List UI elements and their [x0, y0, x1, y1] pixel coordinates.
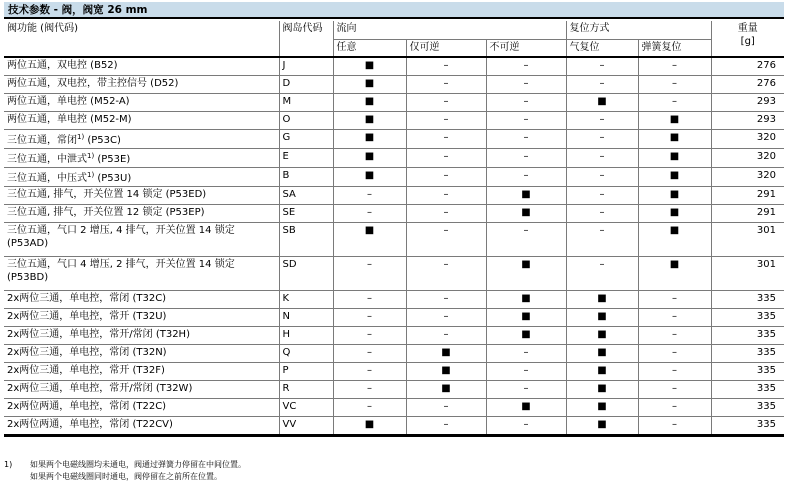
- cell-any: –: [333, 309, 406, 327]
- cell-reversible: –: [406, 187, 486, 205]
- table-row: [4, 168, 784, 187]
- weight-value: 335: [711, 363, 784, 381]
- cell-spring-reset: ■: [638, 149, 711, 168]
- cell-spring-reset: ■: [638, 112, 711, 130]
- header-any: 任意: [333, 40, 406, 58]
- table-row: [4, 94, 784, 112]
- cell-air-reset: ■: [566, 381, 638, 399]
- weight-value: 335: [711, 309, 784, 327]
- cell-spring-reset: –: [638, 57, 711, 76]
- cell-any: –: [333, 291, 406, 309]
- cell-any: –: [333, 363, 406, 381]
- weight-value: 301: [711, 257, 784, 291]
- header-weight: [711, 21, 784, 57]
- weight-value: 291: [711, 187, 784, 205]
- table-row: [4, 327, 784, 345]
- valve-function-text: 2x两位三通，单电控，常开/常闭 (T32H): [7, 329, 190, 340]
- weight-value: 335: [711, 345, 784, 363]
- header-spring-reset: 弹簧复位: [638, 40, 711, 58]
- valve-island-code: R: [279, 381, 333, 399]
- cell-any: –: [333, 327, 406, 345]
- valve-function-cell: [4, 417, 279, 436]
- cell-air-reset: –: [566, 168, 638, 187]
- header-weight-label: 重量: [737, 23, 758, 34]
- valve-code-suffix: (P53E): [94, 154, 131, 165]
- valve-function-cell: [4, 112, 279, 130]
- valve-function-cell: [4, 223, 279, 257]
- valve-function-cell: [4, 57, 279, 76]
- valve-island-code: Q: [279, 345, 333, 363]
- valve-island-code: SA: [279, 187, 333, 205]
- footnote-line-1: [4, 459, 784, 471]
- table-row: [4, 130, 784, 149]
- cell-reversible: ■: [406, 345, 486, 363]
- cell-any: ■: [333, 57, 406, 76]
- footnote-text-2: 如果两个电磁线圈同时通电，阀停留在之前所在位置。: [30, 472, 222, 481]
- cell-reversible: –: [406, 309, 486, 327]
- cell-nonreversible: –: [486, 363, 566, 381]
- valve-function-cell: [4, 381, 279, 399]
- valve-function-cell: [4, 327, 279, 345]
- weight-value: 291: [711, 205, 784, 223]
- valve-function-cell: [4, 345, 279, 363]
- valve-function-text: 三位五通，气口 2 增压, 4 排气，开关位置 14 锁定 (P53AD): [7, 225, 235, 249]
- cell-nonreversible: –: [486, 112, 566, 130]
- cell-nonreversible: –: [486, 130, 566, 149]
- cell-air-reset: –: [566, 187, 638, 205]
- valve-island-code: M: [279, 94, 333, 112]
- footnote-mark: 1): [4, 460, 13, 469]
- valve-function-cell: [4, 363, 279, 381]
- weight-value: 301: [711, 223, 784, 257]
- table-row: [4, 223, 784, 257]
- cell-spring-reset: –: [638, 327, 711, 345]
- cell-any: ■: [333, 168, 406, 187]
- cell-reversible: –: [406, 417, 486, 436]
- valve-function-text: 2x两位三通，单电控，常闭 (T32N): [7, 347, 167, 358]
- valve-spec-table: [4, 21, 784, 437]
- valve-function-text: 2x两位三通，单电控，常开/常闭 (T32W): [7, 383, 193, 394]
- weight-value: 276: [711, 57, 784, 76]
- cell-nonreversible: ■: [486, 291, 566, 309]
- cell-any: –: [333, 399, 406, 417]
- footnote-reference: 1): [87, 171, 95, 179]
- cell-any: –: [333, 345, 406, 363]
- weight-value: 335: [711, 327, 784, 345]
- cell-air-reset: –: [566, 257, 638, 291]
- cell-any: ■: [333, 94, 406, 112]
- cell-reversible: –: [406, 168, 486, 187]
- valve-function-text: 三位五通, 排气，开关位置 14 锁定 (P53ED): [7, 189, 207, 200]
- cell-any: –: [333, 205, 406, 223]
- cell-nonreversible: ■: [486, 399, 566, 417]
- cell-nonreversible: –: [486, 76, 566, 94]
- cell-nonreversible: –: [486, 417, 566, 436]
- valve-function-text: 三位五通，常闭: [7, 135, 77, 146]
- cell-air-reset: ■: [566, 309, 638, 327]
- cell-spring-reset: –: [638, 417, 711, 436]
- valve-function-text: 三位五通，中泄式: [7, 154, 87, 165]
- valve-function-text: 三位五通，气口 4 增压, 2 排气，开关位置 14 锁定 (P53BD): [7, 259, 235, 283]
- valve-island-code: H: [279, 327, 333, 345]
- cell-nonreversible: –: [486, 168, 566, 187]
- cell-spring-reset: ■: [638, 223, 711, 257]
- cell-reversible: ■: [406, 381, 486, 399]
- valve-function-cell: [4, 309, 279, 327]
- cell-nonreversible: –: [486, 57, 566, 76]
- cell-reversible: –: [406, 149, 486, 168]
- cell-nonreversible: –: [486, 94, 566, 112]
- valve-function-text: 两位五通，单电控 (M52-M): [7, 114, 132, 125]
- weight-value: 335: [711, 417, 784, 436]
- cell-air-reset: ■: [566, 417, 638, 436]
- cell-air-reset: ■: [566, 94, 638, 112]
- cell-spring-reset: ■: [638, 168, 711, 187]
- table-row: [4, 363, 784, 381]
- weight-value: 320: [711, 168, 784, 187]
- valve-island-code: D: [279, 76, 333, 94]
- cell-air-reset: ■: [566, 363, 638, 381]
- weight-value: 293: [711, 112, 784, 130]
- valve-function-text: 两位五通，单电控 (M52-A): [7, 96, 130, 107]
- valve-code-suffix: (P53U): [94, 173, 132, 184]
- cell-nonreversible: –: [486, 149, 566, 168]
- cell-spring-reset: ■: [638, 187, 711, 205]
- cell-any: ■: [333, 223, 406, 257]
- cell-nonreversible: ■: [486, 309, 566, 327]
- cell-air-reset: –: [566, 112, 638, 130]
- cell-nonreversible: –: [486, 345, 566, 363]
- valve-function-text: 两位五通，双电控，带主控信号 (D52): [7, 78, 179, 89]
- table-row: [4, 149, 784, 168]
- valve-function-cell: [4, 94, 279, 112]
- cell-spring-reset: –: [638, 94, 711, 112]
- cell-any: ■: [333, 130, 406, 149]
- header-reversible: 仅可逆: [406, 40, 486, 58]
- header-function: 阀功能 (阀代码): [4, 21, 279, 57]
- cell-any: –: [333, 381, 406, 399]
- cell-reversible: –: [406, 399, 486, 417]
- cell-air-reset: ■: [566, 327, 638, 345]
- cell-spring-reset: ■: [638, 205, 711, 223]
- table-row: [4, 345, 784, 363]
- valve-function-cell: [4, 187, 279, 205]
- table-row: [4, 309, 784, 327]
- cell-spring-reset: ■: [638, 130, 711, 149]
- header-air-reset: 气复位: [566, 40, 638, 58]
- valve-function-cell: [4, 291, 279, 309]
- footnote-reference: 1): [77, 133, 85, 141]
- table-row: [4, 399, 784, 417]
- cell-nonreversible: ■: [486, 327, 566, 345]
- weight-value: 335: [711, 399, 784, 417]
- header-flow: 流向: [333, 21, 566, 40]
- header-code: 阀岛代码: [279, 21, 333, 57]
- valve-function-cell: [4, 149, 279, 168]
- cell-air-reset: –: [566, 76, 638, 94]
- weight-value: 335: [711, 381, 784, 399]
- valve-function-text: 2x两位两通，单电控，常闭 (T22CV): [7, 419, 173, 430]
- table-row: [4, 205, 784, 223]
- valve-function-cell: [4, 168, 279, 187]
- weight-value: 276: [711, 76, 784, 94]
- cell-reversible: –: [406, 327, 486, 345]
- cell-spring-reset: –: [638, 381, 711, 399]
- valve-function-text: 2x两位三通，单电控，常开 (T32U): [7, 311, 167, 322]
- cell-air-reset: ■: [566, 291, 638, 309]
- table-row: [4, 381, 784, 399]
- weight-value: 335: [711, 291, 784, 309]
- valve-function-text: 三位五通，中压式: [7, 173, 87, 184]
- valve-island-code: G: [279, 130, 333, 149]
- valve-function-text: 两位五通，双电控 (B52): [7, 60, 118, 71]
- cell-air-reset: ■: [566, 399, 638, 417]
- cell-reversible: –: [406, 257, 486, 291]
- cell-air-reset: –: [566, 130, 638, 149]
- valve-function-cell: [4, 399, 279, 417]
- cell-reversible: –: [406, 112, 486, 130]
- valve-function-cell: [4, 205, 279, 223]
- cell-reversible: –: [406, 291, 486, 309]
- table-row: [4, 417, 784, 436]
- valve-island-code: SD: [279, 257, 333, 291]
- valve-island-code: J: [279, 57, 333, 76]
- cell-air-reset: –: [566, 149, 638, 168]
- valve-island-code: P: [279, 363, 333, 381]
- cell-nonreversible: –: [486, 223, 566, 257]
- cell-nonreversible: ■: [486, 187, 566, 205]
- table-title: 技术参数 - 阀，阀宽 26 mm: [4, 2, 784, 19]
- valve-function-text: 三位五通, 排气，开关位置 12 锁定 (P53EP): [7, 207, 205, 218]
- valve-code-suffix: (P53C): [84, 135, 121, 146]
- cell-spring-reset: –: [638, 76, 711, 94]
- cell-spring-reset: –: [638, 363, 711, 381]
- valve-function-cell: [4, 130, 279, 149]
- cell-air-reset: –: [566, 57, 638, 76]
- header-reset: 复位方式: [566, 21, 711, 40]
- weight-value: 293: [711, 94, 784, 112]
- cell-any: –: [333, 187, 406, 205]
- valve-island-code: SB: [279, 223, 333, 257]
- cell-reversible: –: [406, 94, 486, 112]
- cell-air-reset: ■: [566, 345, 638, 363]
- table-row: [4, 57, 784, 76]
- cell-any: –: [333, 257, 406, 291]
- cell-any: ■: [333, 76, 406, 94]
- cell-spring-reset: –: [638, 399, 711, 417]
- header-nonreversible: 不可逆: [486, 40, 566, 58]
- valve-function-text: 2x两位三通，单电控，常闭 (T32C): [7, 293, 167, 304]
- cell-reversible: –: [406, 223, 486, 257]
- valve-function-cell: [4, 257, 279, 291]
- cell-nonreversible: ■: [486, 205, 566, 223]
- table-row: [4, 76, 784, 94]
- cell-reversible: –: [406, 205, 486, 223]
- cell-air-reset: –: [566, 205, 638, 223]
- valve-island-code: VV: [279, 417, 333, 436]
- valve-island-code: SE: [279, 205, 333, 223]
- cell-reversible: ■: [406, 363, 486, 381]
- table-row: [4, 257, 784, 291]
- valve-island-code: VC: [279, 399, 333, 417]
- valve-island-code: N: [279, 309, 333, 327]
- header-weight-unit: [g]: [740, 36, 755, 47]
- footnote: [4, 459, 784, 483]
- valve-island-code: E: [279, 149, 333, 168]
- weight-value: 320: [711, 130, 784, 149]
- cell-nonreversible: ■: [486, 257, 566, 291]
- table-row: [4, 291, 784, 309]
- cell-spring-reset: –: [638, 345, 711, 363]
- cell-air-reset: –: [566, 223, 638, 257]
- table-row: [4, 187, 784, 205]
- valve-island-code: B: [279, 168, 333, 187]
- cell-spring-reset: ■: [638, 257, 711, 291]
- footnote-text-1: 如果两个电磁线圈均未通电，阀通过弹簧力停留在中间位置。: [30, 460, 246, 469]
- cell-spring-reset: –: [638, 309, 711, 327]
- cell-any: ■: [333, 112, 406, 130]
- cell-nonreversible: –: [486, 381, 566, 399]
- cell-any: ■: [333, 149, 406, 168]
- cell-reversible: –: [406, 130, 486, 149]
- valve-function-text: 2x两位三通，单电控，常开 (T32F): [7, 365, 165, 376]
- valve-function-cell: [4, 76, 279, 94]
- weight-value: 320: [711, 149, 784, 168]
- valve-island-code: K: [279, 291, 333, 309]
- footnote-reference: 1): [87, 152, 95, 160]
- cell-any: ■: [333, 417, 406, 436]
- cell-spring-reset: –: [638, 291, 711, 309]
- valve-function-text: 2x两位两通，单电控，常闭 (T22C): [7, 401, 167, 412]
- table-row: [4, 112, 784, 130]
- valve-island-code: O: [279, 112, 333, 130]
- cell-reversible: –: [406, 57, 486, 76]
- cell-reversible: –: [406, 76, 486, 94]
